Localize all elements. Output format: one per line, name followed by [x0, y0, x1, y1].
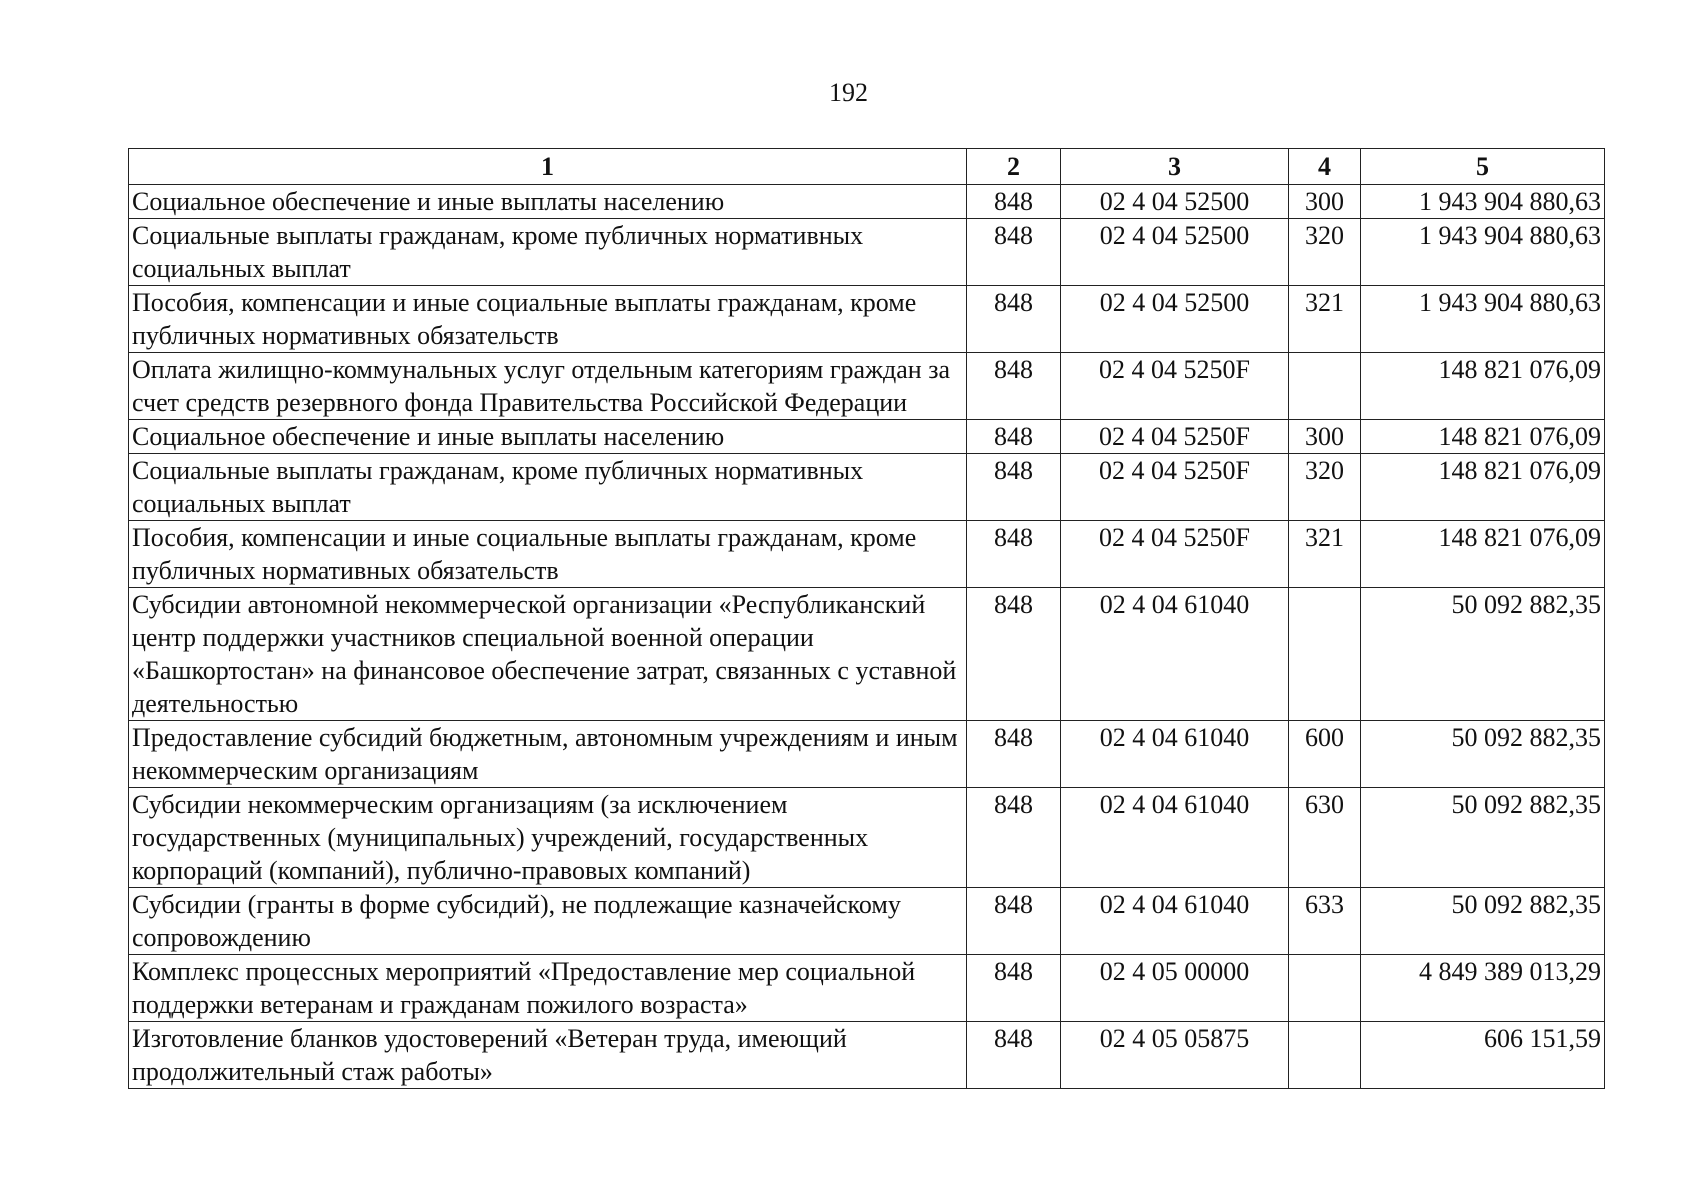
row-csr-cell: 02 4 05 05875	[1061, 1022, 1289, 1089]
column-header-code: 2	[967, 149, 1061, 185]
table-row	[129, 721, 1605, 788]
row-vr-cell	[1289, 353, 1361, 420]
column-header-vr: 4	[1289, 149, 1361, 185]
row-sum-cell: 4 849 389 013,29	[1361, 955, 1605, 1022]
row-csr-cell: 02 4 04 61040	[1061, 788, 1289, 888]
table-row	[129, 286, 1605, 353]
table-row	[129, 888, 1605, 955]
row-vr-cell: 321	[1289, 286, 1361, 353]
row-sum-cell: 50 092 882,35	[1361, 888, 1605, 955]
row-vr-cell: 320	[1289, 219, 1361, 286]
row-name-cell: Оплата жилищно-коммунальных услуг отдельным категориям граждан за счет средств резервного фонда Правительства Российской Федерации	[129, 353, 967, 420]
row-csr-cell: 02 4 04 5250F	[1061, 420, 1289, 454]
row-name-cell: Комплекс процессных мероприятий «Предоставление мер социальной поддержки ветеранам и гражданам пожилого возраста»	[129, 955, 967, 1022]
row-vr-cell: 300	[1289, 185, 1361, 219]
row-csr-cell: 02 4 04 52500	[1061, 286, 1289, 353]
row-code-cell: 848	[967, 888, 1061, 955]
row-csr-cell: 02 4 04 5250F	[1061, 353, 1289, 420]
row-code-cell: 848	[967, 788, 1061, 888]
row-csr-cell: 02 4 04 52500	[1061, 219, 1289, 286]
row-sum-cell: 606 151,59	[1361, 1022, 1605, 1089]
row-name-cell: Социальное обеспечение и иные выплаты населению	[129, 420, 967, 454]
row-vr-cell: 633	[1289, 888, 1361, 955]
row-name-cell: Социальные выплаты гражданам, кроме публичных нормативных социальных выплат	[129, 219, 967, 286]
row-vr-cell: 630	[1289, 788, 1361, 888]
table-header-row	[129, 149, 1605, 185]
row-sum-cell: 148 821 076,09	[1361, 420, 1605, 454]
column-header-csr: 3	[1061, 149, 1289, 185]
row-vr-cell: 600	[1289, 721, 1361, 788]
row-name-cell: Пособия, компенсации и иные социальные выплаты гражданам, кроме публичных нормативных обязательств	[129, 286, 967, 353]
row-csr-cell: 02 4 04 5250F	[1061, 454, 1289, 521]
row-vr-cell	[1289, 955, 1361, 1022]
row-code-cell: 848	[967, 185, 1061, 219]
row-name-cell: Социальные выплаты гражданам, кроме публичных нормативных социальных выплат	[129, 454, 967, 521]
table-row	[129, 1022, 1605, 1089]
row-code-cell: 848	[967, 1022, 1061, 1089]
row-name-cell: Субсидии автономной некоммерческой организации «Республиканский центр поддержки участников специальной военной операции «Башкортостан» на финансовое обеспечение затрат, связанных с уставной деятельностью	[129, 588, 967, 721]
row-csr-cell: 02 4 04 5250F	[1061, 521, 1289, 588]
table-row	[129, 788, 1605, 888]
table-row	[129, 219, 1605, 286]
row-code-cell: 848	[967, 454, 1061, 521]
row-vr-cell	[1289, 588, 1361, 721]
page-number: 192	[829, 78, 868, 107]
row-name-cell: Субсидии (гранты в форме субсидий), не подлежащие казначейскому сопровождению	[129, 888, 967, 955]
row-csr-cell: 02 4 04 61040	[1061, 588, 1289, 721]
row-sum-cell: 148 821 076,09	[1361, 521, 1605, 588]
row-vr-cell: 300	[1289, 420, 1361, 454]
column-header-sum: 5	[1361, 149, 1605, 185]
row-sum-cell: 50 092 882,35	[1361, 588, 1605, 721]
row-code-cell: 848	[967, 588, 1061, 721]
row-name-cell: Предоставление субсидий бюджетным, автономным учреждениям и иным некоммерческим организациям	[129, 721, 967, 788]
row-vr-cell	[1289, 1022, 1361, 1089]
row-name-cell: Социальное обеспечение и иные выплаты населению	[129, 185, 967, 219]
row-code-cell: 848	[967, 721, 1061, 788]
table-row	[129, 353, 1605, 420]
row-csr-cell: 02 4 05 00000	[1061, 955, 1289, 1022]
row-sum-cell: 148 821 076,09	[1361, 353, 1605, 420]
table-row	[129, 521, 1605, 588]
table-row	[129, 588, 1605, 721]
row-name-cell: Субсидии некоммерческим организациям (за исключением государственных (муниципальных) учреждений, государственных корпораций (компаний), публично-правовых компаний)	[129, 788, 967, 888]
row-vr-cell: 321	[1289, 521, 1361, 588]
row-csr-cell: 02 4 04 61040	[1061, 888, 1289, 955]
column-header-name: 1	[129, 149, 967, 185]
row-csr-cell: 02 4 04 61040	[1061, 721, 1289, 788]
table-body	[129, 185, 1605, 1089]
row-csr-cell: 02 4 04 52500	[1061, 185, 1289, 219]
row-name-cell: Изготовление бланков удостоверений «Ветеран труда, имеющий продолжительный стаж работы»	[129, 1022, 967, 1089]
row-sum-cell: 50 092 882,35	[1361, 788, 1605, 888]
row-code-cell: 848	[967, 420, 1061, 454]
row-code-cell: 848	[967, 353, 1061, 420]
row-code-cell: 848	[967, 955, 1061, 1022]
table-row	[129, 955, 1605, 1022]
row-code-cell: 848	[967, 219, 1061, 286]
row-vr-cell: 320	[1289, 454, 1361, 521]
row-code-cell: 848	[967, 286, 1061, 353]
row-sum-cell: 1 943 904 880,63	[1361, 219, 1605, 286]
table-row	[129, 185, 1605, 219]
row-sum-cell: 148 821 076,09	[1361, 454, 1605, 521]
row-sum-cell: 1 943 904 880,63	[1361, 286, 1605, 353]
row-name-cell: Пособия, компенсации и иные социальные выплаты гражданам, кроме публичных нормативных обязательств	[129, 521, 967, 588]
budget-table	[128, 148, 1605, 1089]
table-row	[129, 454, 1605, 521]
row-sum-cell: 50 092 882,35	[1361, 721, 1605, 788]
table-row	[129, 420, 1605, 454]
row-code-cell: 848	[967, 521, 1061, 588]
row-sum-cell: 1 943 904 880,63	[1361, 185, 1605, 219]
